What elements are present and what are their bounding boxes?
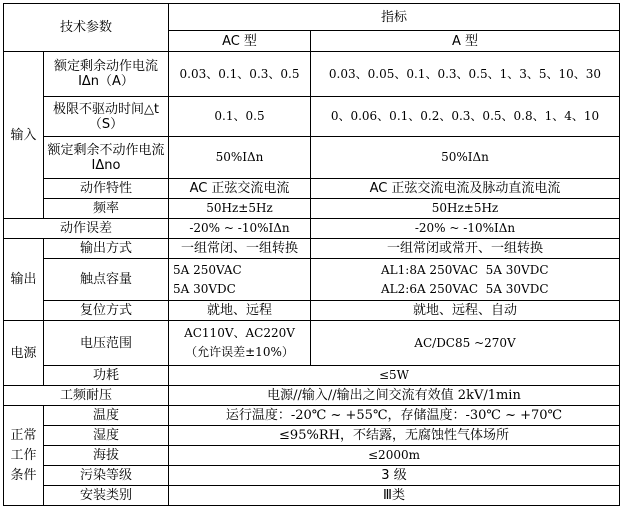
ac-op-error: -20% ~ -10%IΔn [169,219,311,239]
a-voltage: AC/DC85 ~270V [311,321,620,366]
value-humidity: ≤95%RH，不结露，无腐蚀性气体场所 [169,426,620,446]
ac-rated-non-op: 50%IΔn [169,137,311,179]
label-contact: 触点容量 [44,259,169,301]
label-humidity: 湿度 [44,426,169,446]
value-pollution: 3 级 [169,466,620,486]
label-out-mode: 输出方式 [44,239,169,259]
ac-out-mode: 一组常闭、一组转换 [169,239,311,259]
group-normal-text: 正常 工作 条件 [10,427,37,483]
ac-voltage-line-2: （允许误差±10%） [185,345,294,359]
label-pollution: 污染等级 [44,466,169,486]
a-op-char: AC 正弦交流电流及脉动直流电流 [311,179,620,199]
a-rated-non-op: 50%IΔn [311,137,620,179]
ac-voltage-line-1: AC110V、AC220V [184,326,295,340]
header-param: 技术参数 [4,4,169,52]
ac-freq: 50Hz±5Hz [169,199,311,219]
label-altitude: 海拔 [44,446,169,466]
label-temp: 温度 [44,406,169,426]
group-normal [4,406,44,506]
ac-reset: 就地、远程 [169,301,311,321]
ac-contact-line-1: 5A 250VAC [173,262,242,277]
header-spec: 指标 [169,4,620,31]
label-freq: 频率 [44,199,169,219]
label-withstand: 工频耐压 [4,386,169,406]
spec-table [3,3,620,506]
group-input: 输入 [4,52,44,219]
a-rated-op: 0.03、0.05、0.1、0.3、0.5、1、3、5、10、30 [311,52,620,97]
label-op-char: 动作特性 [44,179,169,199]
label-rated-op: 额定剩余动作电流 IΔn（A） [44,52,169,97]
value-withstand: 电源//输入//输出之间交流有效值 2kV/1min [169,386,620,406]
a-contact [311,259,620,301]
label-install: 安装类别 [44,486,169,506]
value-power-use: ≤5W [169,366,620,386]
label-rated-non-op: 额定剩余不动作电流 IΔno [44,137,169,179]
label-reset: 复位方式 [44,301,169,321]
a-contact-line-1: AL1:8A 250VAC 5A 30VDC [381,262,549,277]
label-power-use: 功耗 [44,366,169,386]
label-limit-time: 极限不驱动时间△t（S） [44,97,169,137]
a-limit-time: 0、0.06、0.1、0.2、0.3、0.5、0.8、1、4、10 [311,97,620,137]
ac-contact-line-2: 5A 30VDC [173,281,236,296]
ac-limit-time: 0.1、0.5 [169,97,311,137]
ac-rated-op: 0.03、0.1、0.3、0.5 [169,52,311,97]
group-output: 输出 [4,239,44,321]
a-contact-line-2: AL2:6A 250VAC 5A 30VDC [381,281,549,296]
ac-op-char: AC 正弦交流电流 [169,179,311,199]
header-ac-type: AC 型 [169,31,311,52]
group-power: 电源 [4,321,44,386]
a-freq: 50Hz±5Hz [311,199,620,219]
ac-voltage [169,321,311,366]
value-install: Ⅲ类 [169,486,620,506]
value-temp: 运行温度：-20℃ ~ +55℃，存储温度：-30℃ ~ +70℃ [169,406,620,426]
label-voltage: 电压范围 [44,321,169,366]
a-op-error: -20% ~ -10%IΔn [311,219,620,239]
header-a-type: A 型 [311,31,620,52]
label-op-error: 动作误差 [4,219,169,239]
a-reset: 就地、远程、自动 [311,301,620,321]
value-altitude: ≤2000m [169,446,620,466]
a-out-mode: 一组常闭或常开、一组转换 [311,239,620,259]
ac-contact [169,259,311,301]
